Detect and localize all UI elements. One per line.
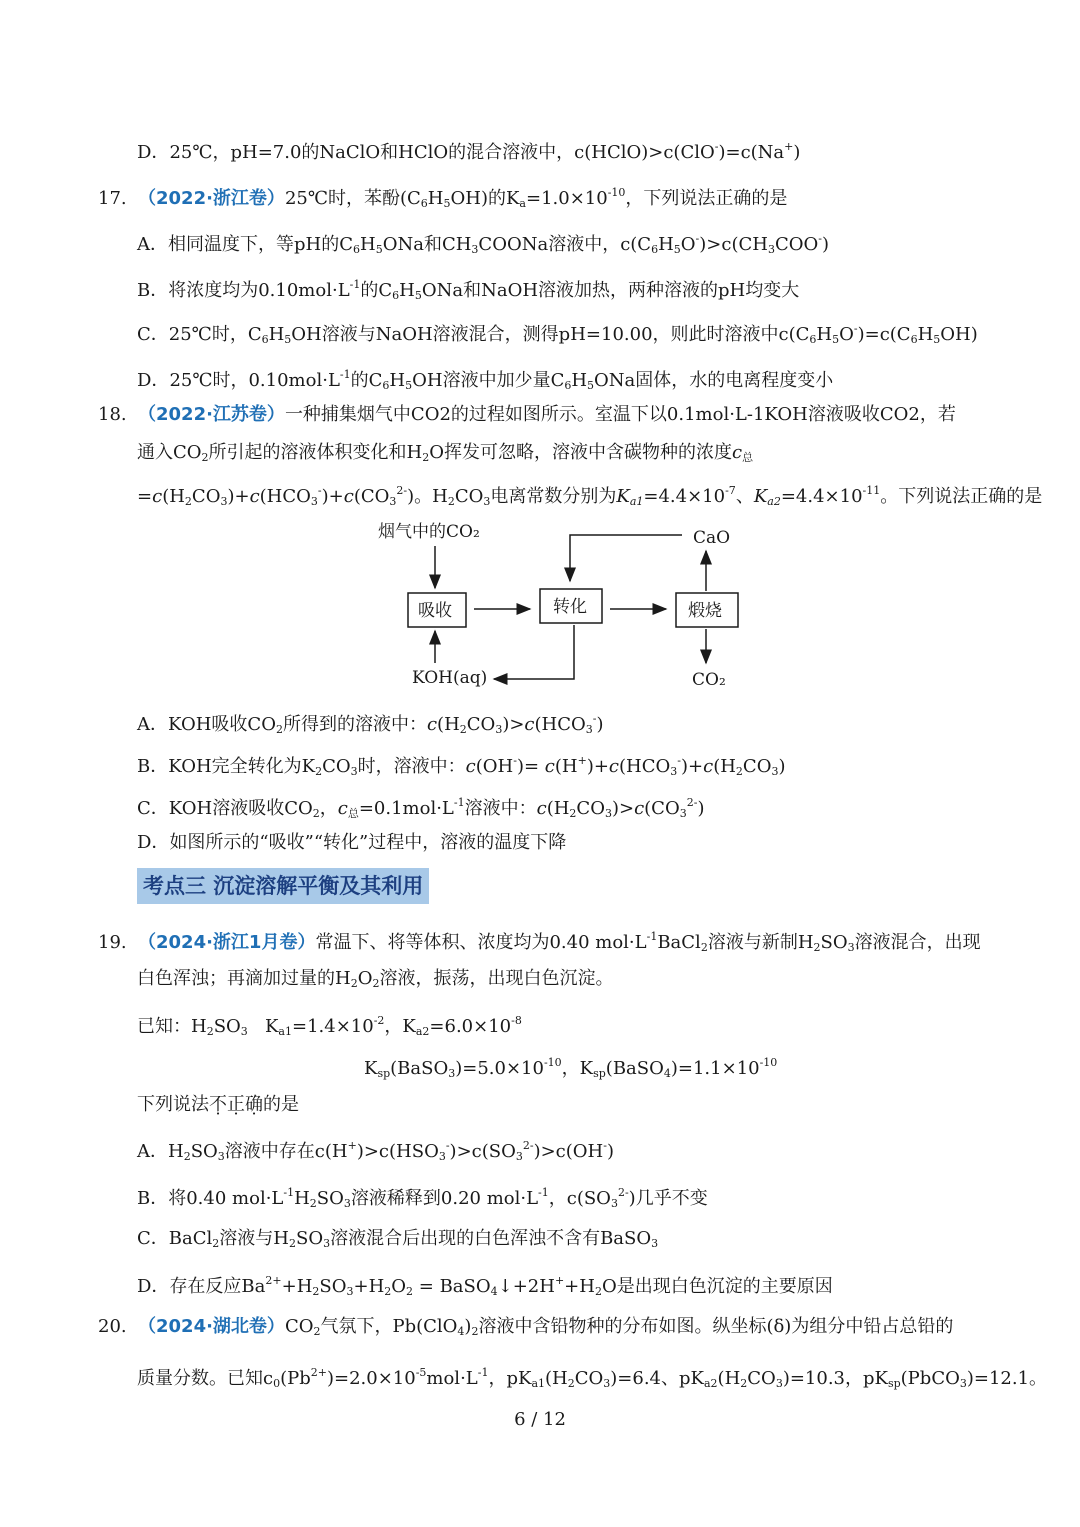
- q18-option-b: B．KOH完全转化为$K_2CO_3$时，溶液中：$c(OH^-)= c(H^+)+c(HCO_3^-)+c(H_2CO_3)$: [137, 754, 786, 778]
- q18-stem-line3: $=c(H_2CO_3)+c(HCO_3^-)+c(CO_3^{2-})$。$H_2CO_3$电离常数分别为$K_{a1}=4.4\times 10^{-7}$、$K_{a2}=4.4\times 10^{-11}$。下列说法正确的是: [137, 484, 1043, 508]
- question-number: 20.: [98, 1316, 127, 1337]
- option-label: D．: [137, 1276, 170, 1297]
- q19-stem-line2: 白色浑浊；再滴加过量的$H_2O_2$溶液，振荡，出现白色沉淀。: [137, 968, 614, 990]
- q17-option-d: D．25℃时，$0.10mol\cdot L^{-1}$的$C_6H_5OH$溶液中加少量$C_6H_5ONa$固体，水的电离程度变小: [137, 368, 834, 392]
- option-label: B．: [137, 280, 169, 301]
- option-label: B．: [137, 1188, 169, 1209]
- q19-option-c: C．BaCl$_2$溶液与$H_2SO_3$溶液混合后出现的白色浑浊不含有BaSO$_3$: [137, 1228, 659, 1250]
- question-source: （2022·江苏卷）: [138, 404, 285, 425]
- cao-label: CaO: [693, 528, 731, 548]
- q18-stem-line1: 18. （2022·江苏卷）一种捕集烟气中CO2的过程如图所示。室温下以0.1mol·L-1KOH溶液吸收CO2，若: [98, 402, 956, 428]
- question-number: 17.: [98, 188, 127, 209]
- calcine-label: 煅烧: [688, 601, 722, 621]
- cao-return-arrow: [570, 535, 682, 581]
- q19-ask: 下列说法不正确的是: [137, 1094, 299, 1115]
- q19-option-b: B．将0.40 $mol\cdot L^{-1}H_2SO_3$溶液稀释到0.20 $mol\cdot L^{-1}$，$c(SO_3^{2-})$几乎不变: [137, 1186, 708, 1210]
- q19-option-a: A．$H_2SO_3$溶液中存在$c(H^+)>c(HSO_3^-)>c(SO_3^{2-})>c(OH^-)$: [137, 1139, 614, 1163]
- q17-stem: 17. （2022·浙江卷）25℃时，苯酚$(C_6H_5OH)$的$K_a=1.0\times 10^{-10}$，下列说法正确的是: [98, 186, 788, 210]
- q17-option-b: B．将浓度均为$0.10mol\cdot L^{-1}$的$C_6H_5ONa$和NaOH溶液加热，两种溶液的pH均变大: [137, 278, 800, 302]
- q19-known: 已知：$H_2SO_3$ $K_{a1}=1.4\times 10^{-2}$，$K_{a2}=6.0\times 10^{-8}$: [137, 1014, 522, 1038]
- q19-ksp: $K_{sp}(BaSO_3)=5.0\times 10^{-10}$，$K_{sp}(BaSO_4)=1.1\times 10^{-10}$: [364, 1056, 778, 1080]
- option-label: C．: [137, 1228, 169, 1249]
- question-source: （2022·浙江卷）: [138, 188, 285, 209]
- section-heading: 考点三 沉淀溶解平衡及其利用: [137, 868, 429, 904]
- convert-label: 转化: [553, 597, 587, 617]
- option-label: B．: [137, 756, 169, 777]
- q18-stem-line2: 通入$CO_2$所引起的溶液体积变化和$H_2O$挥发可忽略，溶液中含碳物种的浓度$c_总$: [137, 442, 754, 464]
- q18-option-c: C．KOH溶液吸收$CO_2$，$c_总=0.1mol\cdot L^{-1}$溶液中：$c(H_2CO_3)>c(CO_3^{2-})$: [137, 796, 705, 820]
- q18-option-a: A．KOH吸收$CO_2$所得到的溶液中：$c(H_2CO_3)>c(HCO_3^-)$: [137, 712, 604, 736]
- convert-return-arrow: [494, 625, 574, 679]
- koh-label: KOH(aq): [412, 668, 488, 688]
- capture-flow-diagram: [360, 513, 760, 693]
- q19-option-d: D．存在反应$Ba^{2+}+H_2SO_3+H_2O_2$ = $BaSO_4↓+2H^++H_2O$是出现白色沉淀的主要原因: [137, 1274, 833, 1298]
- option-label: A．: [137, 714, 168, 735]
- option-label: D．: [137, 142, 170, 163]
- option-label: D．: [137, 832, 170, 853]
- absorb-label: 吸收: [418, 601, 452, 621]
- q20-stem-line2: 质量分数。已知$c_0(Pb^{2+})=2.0\times 10^{-5}mol\cdot L^{-1}$，$pK_{a1}(H_2CO_3)=6.4$、$pK_{a2}(H_2CO_3)=10.3$，$pK_{sp}(PbCO_3)=12.1$。: [137, 1366, 1048, 1390]
- option-label: C．: [137, 324, 169, 345]
- q18-option-d: [137, 830, 566, 856]
- co2-out-label: CO₂: [692, 670, 726, 690]
- question-number: 19.: [98, 932, 127, 953]
- q16-option-d: D．25℃，pH=7.0的NaClO和HClO的混合溶液中，c(HClO)>c(ClO-)=c(Na+): [137, 140, 801, 163]
- question-source: （2024·浙江1月卷）: [138, 932, 316, 953]
- q17-option-c: C．25℃时，$C_6H_5OH$溶液与NaOH溶液混合，测得pH=10.00，则此时溶液中$c(C_6H_5O^-)=c(C_6H_5OH)$: [137, 322, 978, 346]
- flue-gas-label: 烟气中的CO₂: [378, 522, 480, 542]
- option-text: 如图所示的“吸收”“转化”过程中，溶液的温度下降: [169, 832, 567, 853]
- option-label: C．: [137, 798, 169, 819]
- option-label: D．: [137, 370, 170, 391]
- option-label: A．: [137, 1141, 168, 1162]
- question-source: （2024·湖北卷）: [138, 1316, 285, 1337]
- page-number: 6 / 12: [514, 1409, 566, 1430]
- q20-stem-line1: 20. （2024·湖北卷）$CO_2$气氛下，$Pb(ClO_4)_2$溶液中含铅物种的分布如图。纵坐标(δ)为组分中铅占总铅的: [98, 1316, 954, 1338]
- q19-stem-line1: 19. （2024·浙江1月卷）常温下、将等体积、浓度均为0.40 $mol\cdot L^{-1}BaCl_2$溶液与新制$H_2SO_3$溶液混合，出现: [98, 930, 981, 954]
- option-label: A．: [137, 234, 168, 255]
- question-number: 18.: [98, 404, 127, 425]
- q17-option-a: A．相同温度下，等pH的$C_6H_5ONa$和$CH_3COONa$溶液中，$c(C_6H_5O^-)>c(CH_3COO^-)$: [137, 232, 829, 256]
